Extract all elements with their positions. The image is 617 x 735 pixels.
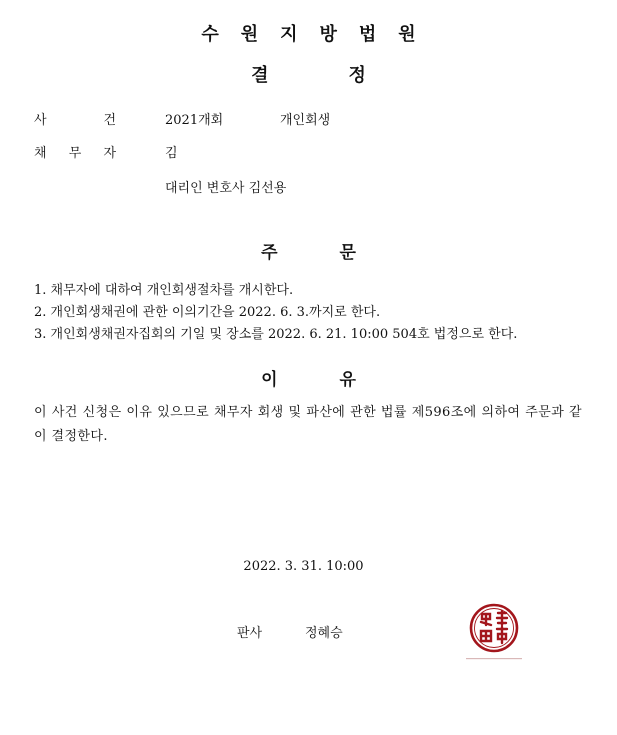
debtor-label-char-2: 무 bbox=[68, 146, 82, 161]
court-name: 수원지방법원 bbox=[201, 24, 438, 45]
debtor-label bbox=[34, 142, 116, 161]
case-label-char-1: 사 bbox=[34, 113, 47, 128]
decision-date: 2022. 3. 31. 10:00 bbox=[243, 559, 364, 574]
case-label bbox=[34, 109, 116, 128]
judge-name: 정혜승 bbox=[305, 626, 343, 641]
order-item-1: 1. 채무자에 대하여 개인회생절차를 개시한다. bbox=[34, 283, 294, 298]
case-type: 개인회생 bbox=[280, 113, 331, 128]
order-item-3: 3. 개인회생채권자집회의 기일 및 장소를 2022. 6. 21. 10:00 504호 법정으로 한다. bbox=[34, 327, 518, 342]
judge-title: 판사 bbox=[237, 626, 263, 641]
debtor-representative: 대리인 변호사 김선용 bbox=[165, 181, 287, 196]
debtor-label-char-1: 채 bbox=[34, 146, 47, 161]
case-label-char-2: 건 bbox=[103, 113, 116, 128]
order-item-2: 2. 개인회생채권에 관한 이의기간을 2022. 6. 3.까지로 한다. bbox=[34, 305, 381, 320]
document-title: 결정 bbox=[251, 65, 446, 86]
order-heading: 주문 bbox=[261, 243, 418, 263]
debtor-name: 김 bbox=[165, 146, 178, 161]
debtor-label-char-3: 자 bbox=[103, 146, 116, 161]
judge-seal-stamp bbox=[462, 598, 526, 662]
reason-text: 이 사건 신청은 이유 있으므로 채무자 회생 및 파산에 관한 법률 제596조에 의하여 주문과 같이 결정한다. bbox=[34, 405, 582, 444]
case-number: 2021개회 bbox=[165, 113, 224, 128]
reason-heading: 이유 bbox=[261, 370, 418, 390]
